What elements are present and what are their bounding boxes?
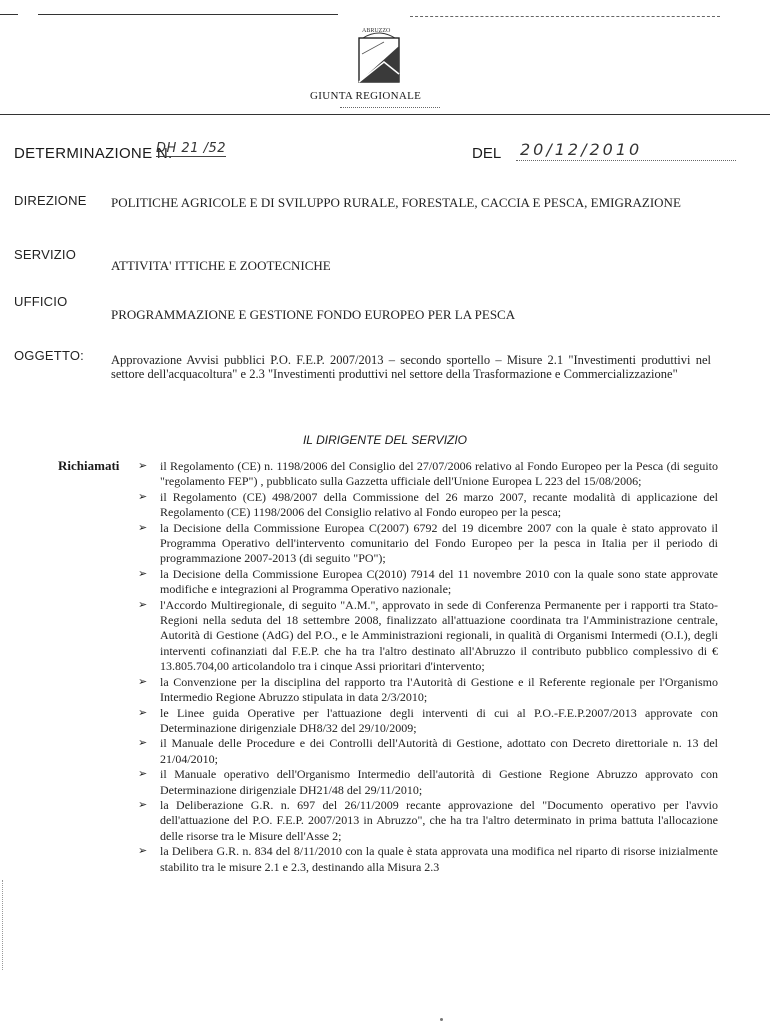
determinazione-number: DH 21 /52: [156, 141, 227, 156]
date-dotted-line: [516, 160, 736, 161]
oggetto-value: Approvazione Avvisi pubblici P.O. F.E.P. 2007/2013 – secondo sportello – Misure 2.1 "Investimenti produttivi nel settore dell'acquacoltura" e 2.3 "Investimenti produttivi nel settore della Trasformazione e Commercializzazione": [111, 353, 711, 381]
ufficio-label: UFFICIO: [14, 294, 68, 309]
servizio-label: SERVIZIO: [14, 247, 77, 262]
servizio-value: ATTIVITA' ITTICHE E ZOOTECNICHE: [111, 258, 331, 273]
arrow-bullet-icon: ➢: [138, 675, 148, 688]
arrow-bullet-icon: ➢: [138, 845, 148, 858]
determinazione-date: 20/12/2010: [520, 140, 643, 159]
dirigente-heading: IL DIRIGENTE DEL SERVIZIO: [302, 433, 468, 447]
determinazione-label: DETERMINAZIONE N.: [14, 145, 173, 162]
arrow-bullet-icon: ➢: [138, 798, 148, 811]
arrow-bullet-icon: ➢: [138, 460, 148, 472]
list-item: ➢ le Linee guida Operative per l'attuazione degli interventi di cui al P.O.-F.E.P.2007/2013 approvate con Determinazione dirigenziale DH8/32 del 29/10/2009;: [138, 705, 718, 735]
top-rule: [38, 14, 338, 15]
arrow-bullet-icon: ➢: [138, 521, 148, 534]
list-item: ➢ il Manuale delle Procedure e dei Controlli dell'Autorità di Gestione, adottato con Decreto direttoriale n. 13 del 21/04/2010;: [138, 736, 718, 766]
del-label: DEL: [472, 145, 502, 162]
list-item: ➢ l'Accordo Multiregionale, di seguito "A.M.", approvato in sede di Conferenza Permanente per i rapporti tra Stato-Regioni nella seduta del 18 settembre 2008, finalizzato all'attuazione coordinata tra l'Amministrazione centrale, Autorità di Gestione (AdG) del P.O., e le Amministrazioni regionali, in qualità di Organismi Intermedi (O.I.), degli interventi cofinanziati dal F.E.P. che ha tra l'altro destinato all'Abruzzo il contributo pubblico complessivo di € 13.805.704,00 articolandolo tra i cinque Assi prioritari d'intervento;: [138, 597, 718, 674]
arrow-bullet-icon: ➢: [138, 567, 148, 580]
list-item: ➢ il Regolamento (CE) 498/2007 della Commissione del 26 marzo 2007, recante modalità di applicazione del Regolamento (CE) 1198/2006 del Consiglio relativo al Fondo europeo per la pesca;: [138, 489, 718, 520]
header-rule: [0, 114, 770, 115]
list-item: ➢ la Decisione della Commissione Europea C(2007) 6792 del 19 dicembre 2007 con la quale è stato approvato il Programma Operativo dell'intervento comunitario del Fondo Europeo per la pesca in Italia per il periodo di programmazione 2007-2013 (di seguito "PO");: [138, 520, 718, 566]
heading-underline: [340, 107, 440, 108]
list-item: ➢ la Delibera G.R. n. 834 del 8/11/2010 con la quale è stata approvata una modifica nel riparto di risorse inizialmente stabilito tra le misure 2.1 e 2.3, destinando alla Misura 2.3: [138, 844, 718, 874]
arrow-bullet-icon: ➢: [138, 706, 148, 719]
richiamati-list: [136, 459, 718, 875]
arrow-bullet-icon: ➢: [138, 490, 148, 503]
list-item: ➢ il Regolamento (CE) n. 1198/2006 del Consiglio del 27/07/2006 relativo al Fondo Europeo per la Pesca (di seguito "regolamento FEP") , pubblicato sulla Gazzetta ufficiale dell'Unione Europea L 223 del 15/08/2006;: [138, 459, 718, 489]
giunta-regionale-heading: GIUNTA REGIONALE: [310, 90, 422, 102]
richiamati-label: Richiamati: [58, 458, 120, 473]
ufficio-value: PROGRAMMAZIONE E GESTIONE FONDO EUROPEO PER LA PESCA: [111, 307, 516, 322]
arrow-bullet-icon: ➢: [138, 768, 148, 781]
arrow-bullet-icon: ➢: [138, 598, 148, 611]
direzione-label: DIREZIONE: [14, 193, 87, 208]
list-item: ➢ la Deliberazione G.R. n. 697 del 26/11/2009 recante approvazione del "Documento operativo per l'avvio dell'attuazione del P.O. F.E.P. 2007/2013 in Abruzzo", che ha tra l'altro determinato in prima battuta l'allocazione delle risorse tra le Misure dell'Asse 2;: [138, 797, 718, 843]
top-rule-left: [0, 14, 18, 15]
top-dashed-rule: [410, 16, 720, 17]
emblem-caption: ABRUZZO: [362, 28, 391, 34]
direzione-value: POLITICHE AGRICOLE E DI SVILUPPO RURALE, FORESTALE, CACCIA E PESCA, EMIGRAZIONE: [111, 195, 681, 210]
list-item: ➢ il Manuale operativo dell'Organismo Intermedio dell'autorità di Gestione Regione Abruzzo approvato con Determinazione dirigenziale DH21/48 del 29/11/2010;: [138, 767, 718, 797]
list-item: ➢ la Convenzione per la disciplina del rapporto tra l'Autorità di Gestione e il Referente regionale per l'Organismo Intermedio Regione Abruzzo stipulata in data 2/3/2010;: [138, 674, 718, 705]
oggetto-label: OGGETTO:: [14, 348, 84, 363]
list-item: ➢ la Decisione della Commissione Europea C(2010) 7914 del 11 novembre 2010 con la quale sono state approvate modifiche e integrazioni al Programma Operativo nazionale;: [138, 566, 718, 597]
arrow-bullet-icon: ➢: [138, 737, 148, 750]
margin-scan-mark: [2, 880, 5, 970]
scan-dot: [440, 1018, 443, 1021]
